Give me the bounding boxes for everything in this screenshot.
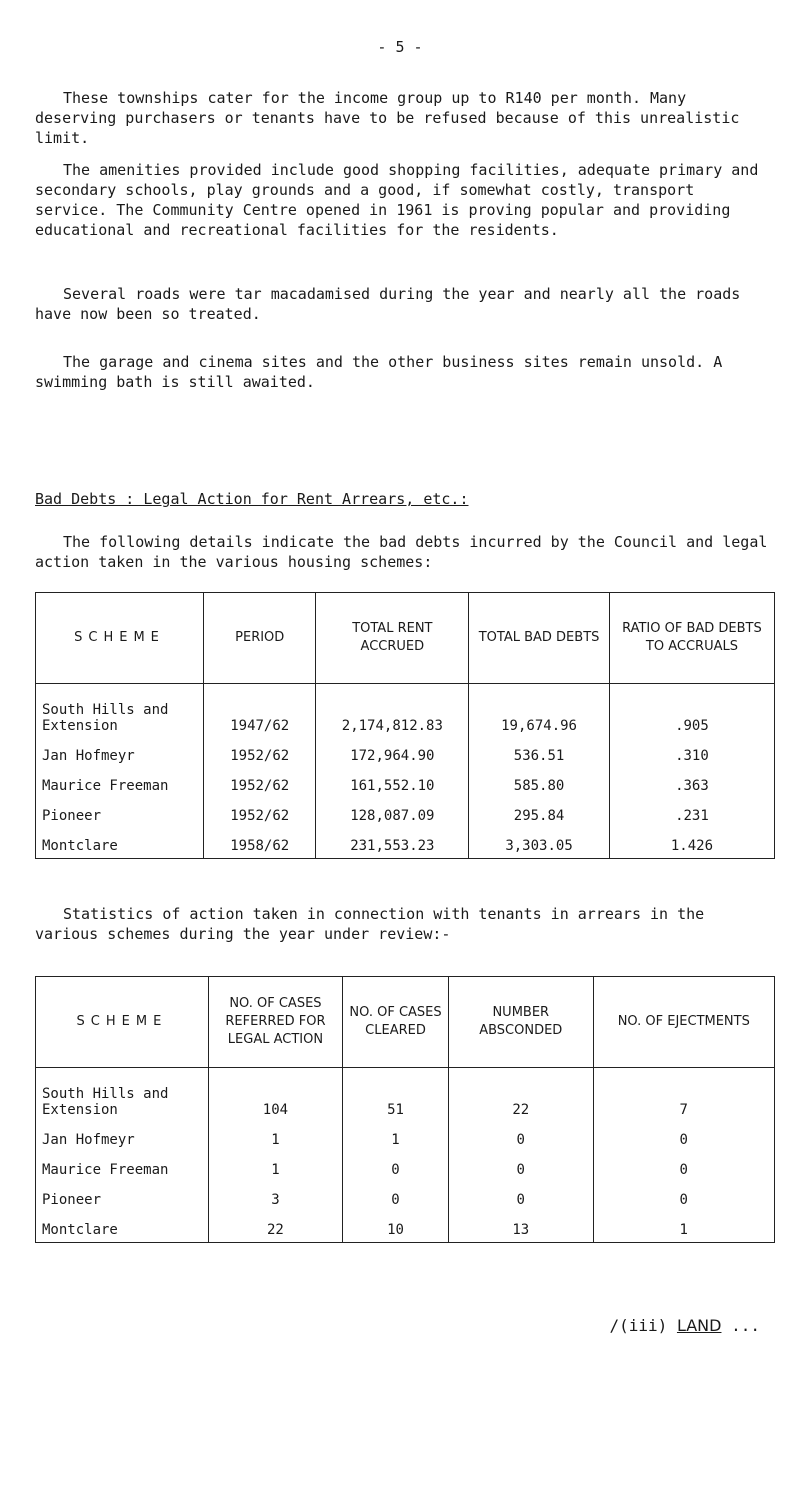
referred-cell: 22: [208, 1208, 342, 1243]
referred-cell: 1: [208, 1118, 342, 1148]
scheme-name: Pioneer: [36, 794, 204, 824]
legal-action-table: [35, 976, 775, 1243]
ratio-cell: .231: [609, 794, 774, 824]
scheme-cell: [36, 1068, 209, 1119]
scheme-name: Extension: [42, 718, 118, 734]
bad-debts-table: [35, 592, 775, 859]
scheme-name: Maurice Freeman: [36, 1148, 209, 1178]
page-number: - 5 -: [377, 38, 423, 56]
table-row: [36, 1178, 775, 1208]
paragraph-amenities: The amenities provided include good shopping facilities, adequate primary and secondary schools, play grounds and a good, if somewhat costly, transport service. The Community Centre opened in 1961 is proving popular and providing educational and recreational facilities for the residents.: [35, 161, 759, 239]
footer-suffix: ...: [721, 1316, 760, 1335]
ratio-cell: .310: [609, 734, 774, 764]
table-row: [36, 1148, 775, 1178]
table-row: [36, 734, 775, 764]
rent-cell: 2,174,812.83: [316, 684, 469, 735]
absconded-cell: 13: [448, 1208, 593, 1243]
header-ejectments: NO. OF EJECTMENTS: [593, 977, 774, 1068]
rent-cell: 128,087.09: [316, 794, 469, 824]
table-header-row: [36, 977, 775, 1068]
period-cell: 1947/62: [204, 684, 316, 735]
table-row: [36, 684, 775, 735]
paragraph-business-sites: The garage and cinema sites and the other business sites remain unsold. A swimming bath is still awaited.: [35, 353, 723, 391]
referred-cell: 1: [208, 1148, 342, 1178]
rent-cell: 172,964.90: [316, 734, 469, 764]
header-cases-referred: NO. OF CASES REFERRED FOR LEGAL ACTION: [208, 977, 342, 1068]
table-row: [36, 1118, 775, 1148]
scheme-name: Montclare: [36, 1208, 209, 1243]
cleared-cell: 0: [343, 1178, 449, 1208]
scheme-name: Maurice Freeman: [36, 764, 204, 794]
paragraph-stats-intro: Statistics of action taken in connection with tenants in arrears in the various schemes during the year under review:-: [35, 905, 705, 943]
scheme-name: Pioneer: [36, 1178, 209, 1208]
table-row: [36, 1208, 775, 1243]
table-row: [36, 764, 775, 794]
ejectments-cell: 0: [593, 1178, 774, 1208]
scheme-name: Jan Hofmeyr: [36, 1118, 209, 1148]
ratio-cell: .905: [609, 684, 774, 735]
footer-next-section: LAND: [676, 1316, 722, 1335]
continuation-footer: [610, 1316, 760, 1335]
header-scheme: SCHEME: [36, 593, 204, 684]
period-cell: 1952/62: [204, 734, 316, 764]
header-absconded: NUMBER ABSCONDED: [448, 977, 593, 1068]
scheme-cell: [36, 684, 204, 735]
absconded-cell: 0: [448, 1118, 593, 1148]
ejectments-cell: 1: [593, 1208, 774, 1243]
bad-debts-cell: 19,674.96: [469, 684, 610, 735]
bad-debts-cell: 536.51: [469, 734, 610, 764]
header-period: PERIOD: [204, 593, 316, 684]
scheme-name: Jan Hofmeyr: [36, 734, 204, 764]
bad-debts-cell: 295.84: [469, 794, 610, 824]
rent-cell: 231,553.23: [316, 824, 469, 859]
referred-cell: 104: [208, 1068, 342, 1119]
cleared-cell: 51: [343, 1068, 449, 1119]
header-total-bad-debts: TOTAL BAD DEBTS: [469, 593, 610, 684]
bad-debts-cell: 3,303.05: [469, 824, 610, 859]
cleared-cell: 0: [343, 1148, 449, 1178]
ratio-cell: 1.426: [609, 824, 774, 859]
absconded-cell: 0: [448, 1178, 593, 1208]
table-row: [36, 794, 775, 824]
rent-cell: 161,552.10: [316, 764, 469, 794]
scheme-name: Extension: [42, 1102, 118, 1118]
scheme-name: Montclare: [36, 824, 204, 859]
absconded-cell: 22: [448, 1068, 593, 1119]
header-ratio: RATIO OF BAD DEBTS TO ACCRUALS: [609, 593, 774, 684]
header-total-rent: TOTAL RENT ACCRUED: [316, 593, 469, 684]
header-scheme: SCHEME: [36, 977, 209, 1068]
scheme-name-line1: South Hills and: [42, 1086, 169, 1102]
section-heading-bad-debts: Bad Debts : Legal Action for Rent Arrears, etc.:: [35, 490, 469, 508]
paragraph-roads: Several roads were tar macadamised during the year and nearly all the roads have now been so treated.: [35, 285, 741, 323]
table-row: [36, 824, 775, 859]
table-row: [36, 1068, 775, 1119]
paragraph-debts-intro: The following details indicate the bad debts incurred by the Council and legal action taken in the various housing schemes:: [35, 533, 768, 571]
cleared-cell: 1: [343, 1118, 449, 1148]
table-header-row: [36, 593, 775, 684]
cleared-cell: 10: [343, 1208, 449, 1243]
ratio-cell: .363: [609, 764, 774, 794]
paragraph-income-group: These townships cater for the income group up to R140 per month. Many deserving purchasers or tenants have to be refused because of this unrealistic limit.: [35, 89, 740, 147]
ejectments-cell: 0: [593, 1148, 774, 1178]
footer-prefix: /(iii): [609, 1316, 677, 1335]
period-cell: 1958/62: [204, 824, 316, 859]
absconded-cell: 0: [448, 1148, 593, 1178]
period-cell: 1952/62: [204, 764, 316, 794]
scheme-name-line1: South Hills and: [42, 702, 169, 718]
bad-debts-cell: 585.80: [469, 764, 610, 794]
referred-cell: 3: [208, 1178, 342, 1208]
ejectments-cell: 7: [593, 1068, 774, 1119]
period-cell: 1952/62: [204, 794, 316, 824]
header-cases-cleared: NO. OF CASES CLEARED: [343, 977, 449, 1068]
ejectments-cell: 0: [593, 1118, 774, 1148]
